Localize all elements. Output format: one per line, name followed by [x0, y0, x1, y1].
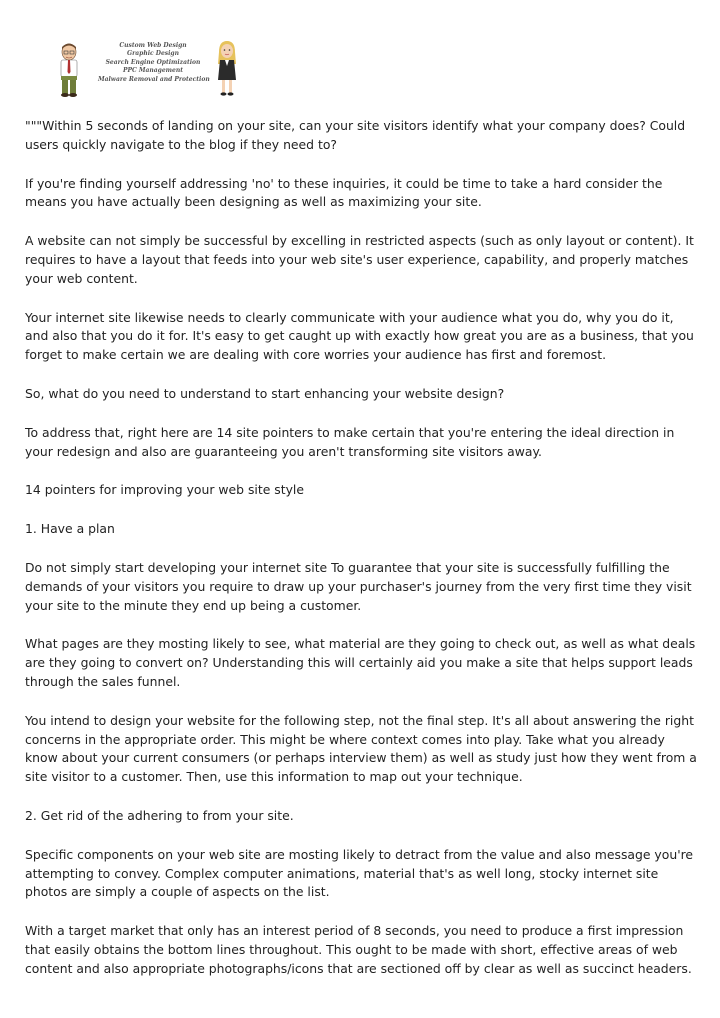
banner-line: Custom Web Design — [119, 42, 187, 49]
paragraph: Specific components on your web site are mosting likely to detract from the value and also message you're attempting to convey. Complex computer animations, material that's as well long, stocky internet site photos are simply a couple of aspects on the list. — [25, 846, 694, 900]
header-banner — [50, 38, 250, 98]
banner-services-text — [98, 42, 208, 84]
paragraph: """Within 5 seconds of landing on your site, can your site visitors identify what your company does? Could users quickly navigate to the blog if they need to? — [25, 118, 686, 152]
paragraph: A website can not simply be successful by excelling in restricted aspects (such as only layout or content). It requires to have a layout that feeds into your web site's user experience, capability, and properly matches your web content. — [25, 233, 694, 286]
paragraph: With a target market that only has an interest period of 8 seconds, you need to produce a first impression that easily obtains the bottom lines throughout. This ought to be made with short, effective areas of web content and also appropriate photographs/icons that are sectioned off by clear as well as succinct headers. — [25, 923, 692, 976]
banner-line: PPC Management — [123, 67, 183, 75]
banner-line: Graphic Design — [127, 50, 179, 58]
banner-line: Search Engine Optimization — [105, 58, 201, 66]
section-heading: 1. Have a plan — [25, 521, 115, 537]
paragraph: Do not simply start developing your internet site To guarantee that your site is successfully fulfilling the demands of your visitors you require to draw up your purchaser's journey from the very first time they visit your site to the minute they end up being a customer. — [25, 559, 692, 613]
paragraph: So, what do you need to understand to start enhancing your website design? — [25, 385, 505, 401]
article-body — [25, 117, 697, 999]
paragraph: Your internet site likewise needs to clearly communicate with your audience what you do, why you do it, and also that you do it for. It's easy to get caught up with exactly how great you are as a business, that you forget to make certain we are dealing with core worries your audience has first and foremost. — [25, 309, 694, 363]
paragraph: If you're finding yourself addressing 'no' to these inquiries, it could be time to take a hard consider the means you have actually been designing as well as maximizing your site. — [25, 175, 663, 210]
man-cartoon-icon — [56, 42, 82, 98]
woman-cartoon-icon — [214, 40, 240, 98]
banner-line: Malware Removal and Protection — [98, 75, 210, 83]
section-heading: 2. Get rid of the adhering to from your site. — [25, 807, 294, 823]
paragraph: To address that, right here are 14 site pointers to make certain that you're entering the ideal direction in your redesign and also are guaranteeing you aren't transforming site visitors away. — [25, 424, 675, 459]
paragraph: You intend to design your website for the following step, not the final step. It's all about answering the right concerns in the appropriate order. This might be where context comes into play. Take what you already know about your current consumers (or perhaps interview them) as well as study just how they went from a site visitor to a customer. Then, use this information to map out your technique. — [25, 712, 697, 785]
section-heading: 14 pointers for improving your web site style — [25, 482, 304, 498]
paragraph: What pages are they mosting likely to see, what material are they going to check out, as well as what deals are they going to convert on? Understanding this will certainly aid you make a site that helps support leads through the sales funnel. — [25, 636, 696, 689]
